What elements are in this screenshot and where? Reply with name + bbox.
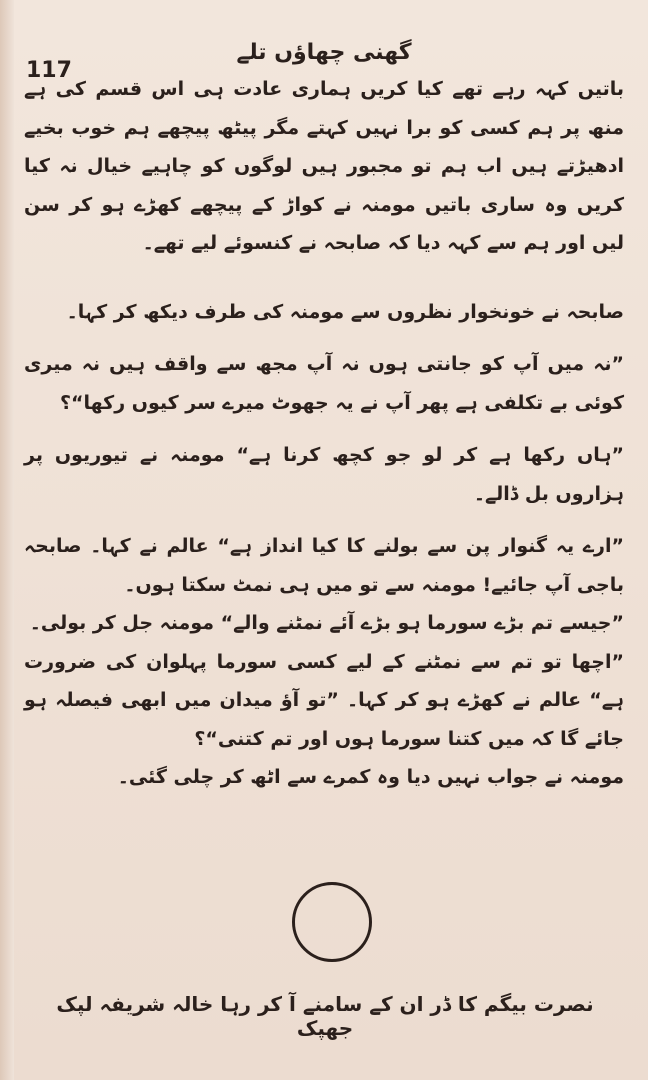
page-binding-edge bbox=[0, 0, 14, 1080]
paragraph: صابحہ نے خونخوار نظروں سے مومنہ کی طرف دیکھ کر کہا۔ bbox=[66, 300, 624, 323]
section-divider-circle-icon bbox=[292, 882, 372, 962]
paragraph: ”ہاں رکھا ہے کر لو جو کچھ کرنا ہے“ مومنہ نے تیوریوں پر ہزاروں بل ڈالے۔ bbox=[24, 444, 624, 505]
paragraph: ”اچھا تو تم سے نمٹنے کے لیے کسی سورما پہلوان کی ضرورت ہے“ عالم نے کھڑے ہو کر کہا۔ ”تو آؤ میدان میں ابھی فیصلہ ہو جائے گا کہ میں کتنا سورما ہوں اور تم کتنی“؟ bbox=[24, 650, 624, 750]
body-text bbox=[24, 70, 624, 797]
paragraph: ”جیسے تم بڑے سورما ہو بڑے آئے نمٹنے والے“ مومنہ جل کر بولی۔ bbox=[29, 612, 624, 634]
page-number: 117 bbox=[26, 58, 72, 83]
paragraph: مومنہ نے جواب نہیں دیا وہ کمرے سے اٹھ کر چلی گئی۔ bbox=[117, 766, 624, 788]
running-title: گھنی چھاؤں تلے bbox=[236, 40, 412, 65]
next-section-opening-line: نصرت بیگم کا ڈر ان کے سامنے آ کر رہا خالہ شریفہ لپک جھپک bbox=[56, 992, 594, 1040]
paragraph: ”ارے یہ گنوار پن سے بولنے کا کیا انداز ہے“ عالم نے کہا۔ صابحہ باجی آپ جائیے! مومنہ سے تو میں ہی نمٹ سکتا ہوں۔ bbox=[24, 535, 624, 596]
paragraph: ”نہ میں آپ کو جانتی ہوں نہ آپ مجھ سے واقف ہیں نہ میری کوئی بے تکلفی ہے پھر آپ نے یہ جھوٹ میرے سر کیوں رکھا“؟ bbox=[24, 353, 624, 414]
paragraph: باتیں کہہ رہے تھے کیا کریں ہماری عادت ہی اس قسم کی ہے منھ پر ہم کسی کو برا نہیں کہتے مگر پیٹھ پیچھے ہم خوب بخیے ادھیڑتے ہیں اب ہم تو مجبور ہیں لوگوں کو چاہیے خیال نہ کیا کریں وہ ساری باتیں مومنہ نے کواڑ کے پیچھے کھڑے ہو کر سن لیں اور ہم سے کہہ دیا کہ صابحہ نے کنسوئے لیے تھے۔ bbox=[24, 78, 624, 254]
